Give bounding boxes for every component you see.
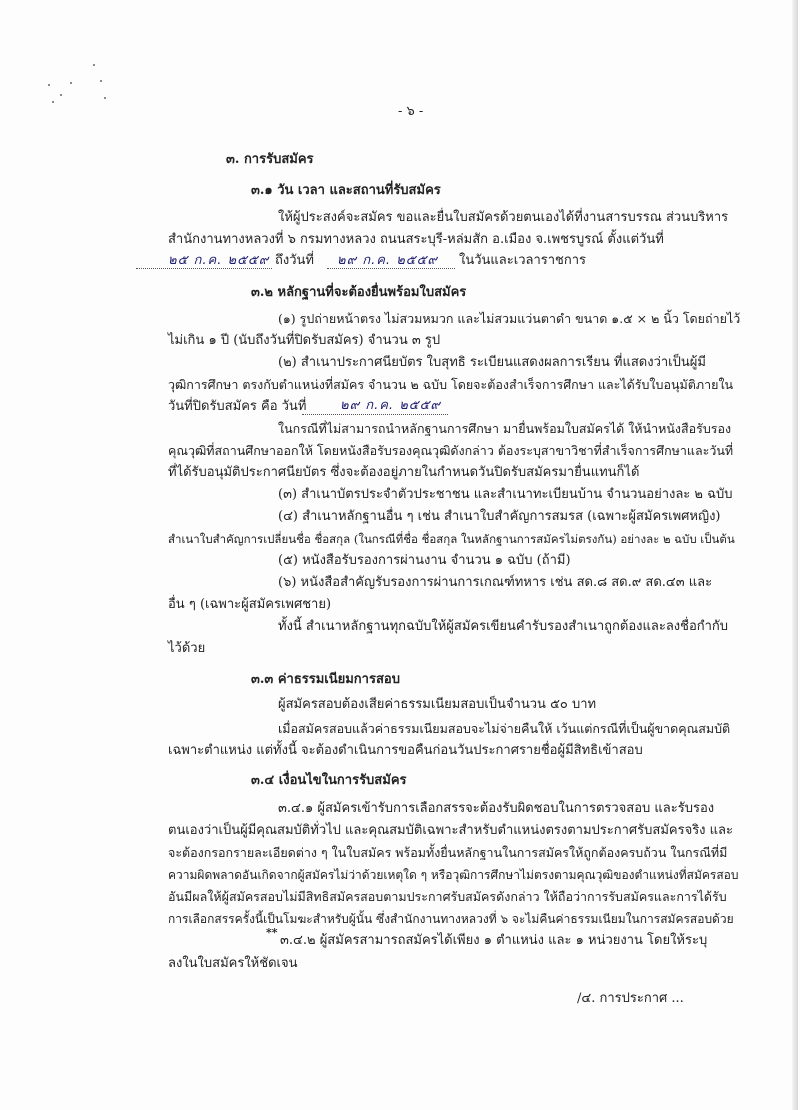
section-3-4-heading: ๓.๔ เงื่อนไขในการรับสมัคร: [251, 773, 407, 788]
s32-item6-a: (๖) หนังสือสำคัญรับรองการผ่านการเกณฑ์ทหาร เช่น สด.๘ สด.๙ สด.๔๓ และ: [278, 575, 713, 590]
s32-item2-b: วุฒิการศึกษา ตรงกับตำแหน่งที่สมัคร จำนวน ๒ ฉบับ โดยจะต้องสำเร็จการศึกษา และได้รับใบอนุมัติภายใน: [168, 377, 734, 392]
s31-to-label: ถึงวันที่: [275, 253, 314, 268]
s31-line1: ให้ผู้ประสงค์จะสมัคร ขอและยื่นใบสมัครด้วยตนเองได้ที่งานสารบรรณ ส่วนบริหาร: [278, 210, 729, 225]
s34-2-line2: ลงในใบสมัครให้ชัดเจน: [168, 956, 298, 971]
handwritten-close-date: ๒๙ ก.ค. ๒๕๕๙: [340, 398, 441, 413]
scan-speck: [93, 64, 95, 66]
page-number: - ๖ -: [398, 104, 424, 119]
s33-line1: ผู้สมัครสอบต้องเสียค่าธรรมเนียมสอบเป็นจำนวน ๕๐ บาท: [278, 697, 597, 712]
s33-line3: เฉพาะตำแหน่ง แต่ทั้งนี้ จะต้องดำเนินการขอคืนก่อนวันประกาศรายชื่อผู้มีสิทธิเข้าสอบ: [168, 743, 643, 758]
s32-item4-a: (๔) สำเนาหลักฐานอื่น ๆ เช่น สำเนาใบสำคัญการสมรส (เฉพาะผู้สมัครเพศหญิง): [278, 509, 721, 524]
s32-item2-c: วันที่ปิดรับสมัคร คือ วันที่: [168, 399, 307, 414]
s34-1-line2: ตนเองว่าเป็นผู้มีคุณสมบัติทั่วไป และคุณสมบัติเฉพาะสำหรับตำแหน่งตรงตามประกาศรับสมัครจริง และ: [168, 823, 733, 838]
s32-note-b: ไว้ด้วย: [168, 641, 206, 656]
section-3-heading: ๓. การรับสมัคร: [226, 152, 314, 167]
asterisk-mark: **: [266, 926, 278, 939]
scan-speck: [52, 101, 54, 103]
s31-line2: สำนักงานทางหลวงที่ ๖ กรมทางหลวง ถนนสระบุรี-หล่มสัก อ.เมือง จ.เพชรบูรณ์ ตั้งแต่วันที่: [168, 232, 664, 247]
s32-para-a: ในกรณีที่ไม่สามารถนำหลักฐานการศึกษา มายื่นพร้อมใบสมัครได้ ให้นำหนังสือรับรอง: [278, 421, 732, 436]
scan-speck: [60, 94, 62, 96]
s32-note-a: ทั้งนี้ สำเนาหลักฐานทุกฉบับให้ผู้สมัครเขียนคำรับรองสำเนาถูกต้องและลงชื่อกำกับ: [278, 619, 729, 634]
s32-item2-a: (๒) สำเนาประกาศนียบัตร ใบสุทธิ ระเบียนแสดงผลการเรียน ที่แสดงว่าเป็นผู้มี: [278, 355, 706, 370]
s34-1-line5: อันมีผลให้ผู้สมัครสอบไม่มีสิทธิสมัครสอบตามประกาศรับสมัครดังกล่าว ให้ถือว่าการรับสมัครและการได้รับ: [168, 889, 727, 904]
s34-1-line1: ๓.๔.๑ ผู้สมัครเข้ารับการเลือกสรรจะต้องรับผิดชอบในการตรวจสอบ และรับรอง: [278, 801, 715, 816]
scan-speck: [104, 97, 106, 99]
s32-para-b: คุณวุฒิที่สถานศึกษาออกให้ โดยหนังสือรับรองคุณวุฒิดังกล่าว ต้องระบุสาขาวิชาที่สำเร็จการศึกษาและวันที่: [168, 443, 734, 458]
s34-1-line3: จะต้องกรอกรายละเอียดต่าง ๆ ในใบสมัคร พร้อมทั้งยื่นหลักฐานในการสมัครให้ถูกต้องครบถ้วน ในกรณีที่มี: [168, 845, 728, 860]
section-3-1-heading: ๓.๑ วัน เวลา และสถานที่รับสมัคร: [251, 183, 441, 198]
s32-para-c: ที่ได้รับอนุมัติประกาศนียบัตร ซึ่งจะต้องอยู่ภายในกำหนดวันปิดรับสมัครมายื่นแทนก็ได้: [168, 465, 640, 480]
s33-line2: เมื่อสมัครสอบแล้วค่าธรรมเนียมสอบจะไม่จ่ายคืนให้ เว้นแต่กรณีที่เป็นผู้ขาดคุณสมบัติ: [278, 721, 731, 736]
scan-edge: [792, 0, 798, 1110]
handwritten-date-to: ๒๙ ก.ค. ๒๕๕๙: [337, 253, 438, 268]
s34-2-line1: ๓.๔.๒ ผู้สมัครสามารถสมัครได้เพียง ๑ ตำแหน่ง และ ๑ หน่วยงาน โดยให้ระบุ: [280, 933, 708, 948]
scan-speck: [100, 80, 102, 82]
s32-item1-a: (๑) รูปถ่ายหน้าตรง ไม่สวมหมวก และไม่สวมแว่นตาดำ ขนาด ๑.๕ × ๒ นิ้ว โดยถ่ายไว้: [278, 311, 741, 326]
handwritten-date-from: ๒๕ ก.ค. ๒๕๕๙: [168, 253, 270, 268]
s31-line3-tail: ในวันและเวลาราชการ: [459, 253, 587, 268]
next-section-footer: /๔. การประกาศ ...: [577, 991, 684, 1006]
scan-speck: [70, 82, 72, 84]
s32-item3: (๓) สำเนาบัตรประจำตัวประชาชน และสำเนาทะเบียนบ้าน จำนวนอย่างละ ๒ ฉบับ: [278, 487, 733, 502]
s32-item6-b: อื่น ๆ (เฉพาะผู้สมัครเพศชาย): [168, 597, 332, 612]
scan-speck: [48, 84, 50, 86]
s32-item1-b: ไม่เกิน ๑ ปี (นับถึงวันที่ปิดรับสมัคร) จำนวน ๓ รูป: [168, 333, 441, 348]
s32-item4-b: สำเนาใบสำคัญการเปลี่ยนชื่อ ชื่อสกุล (ในกรณีที่ชื่อ ชื่อสกุล ในหลักฐานการสมัครไม่ตรงกัน) อย่างละ ๒ ฉบับ เป็นต้น: [168, 532, 735, 546]
s32-item5: (๕) หนังสือรับรองการผ่านงาน จำนวน ๑ ฉบับ (ถ้ามี): [278, 553, 571, 568]
s34-1-line4: ความผิดพลาดอันเกิดจากผู้สมัครไม่ว่าด้วยเหตุใด ๆ หรือวุฒิการศึกษาไม่ตรงตามคุณวุฒิของตำแหน่งที่สมัครสอบ: [168, 868, 739, 882]
section-3-2-heading: ๓.๒ หลักฐานที่จะต้องยื่นพร้อมใบสมัคร: [251, 285, 467, 300]
s34-1-line6: การเลือกสรรครั้งนี้เป็นโมฆะสำหรับผู้นั้น ซึ่งสำนักงานทางหลวงที่ ๖ จะไม่คืนค่าธรรมเนียมในการสมัครสอบด้วย: [168, 912, 734, 926]
section-3-3-heading: ๓.๓ ค่าธรรมเนียมการสอบ: [251, 672, 400, 687]
